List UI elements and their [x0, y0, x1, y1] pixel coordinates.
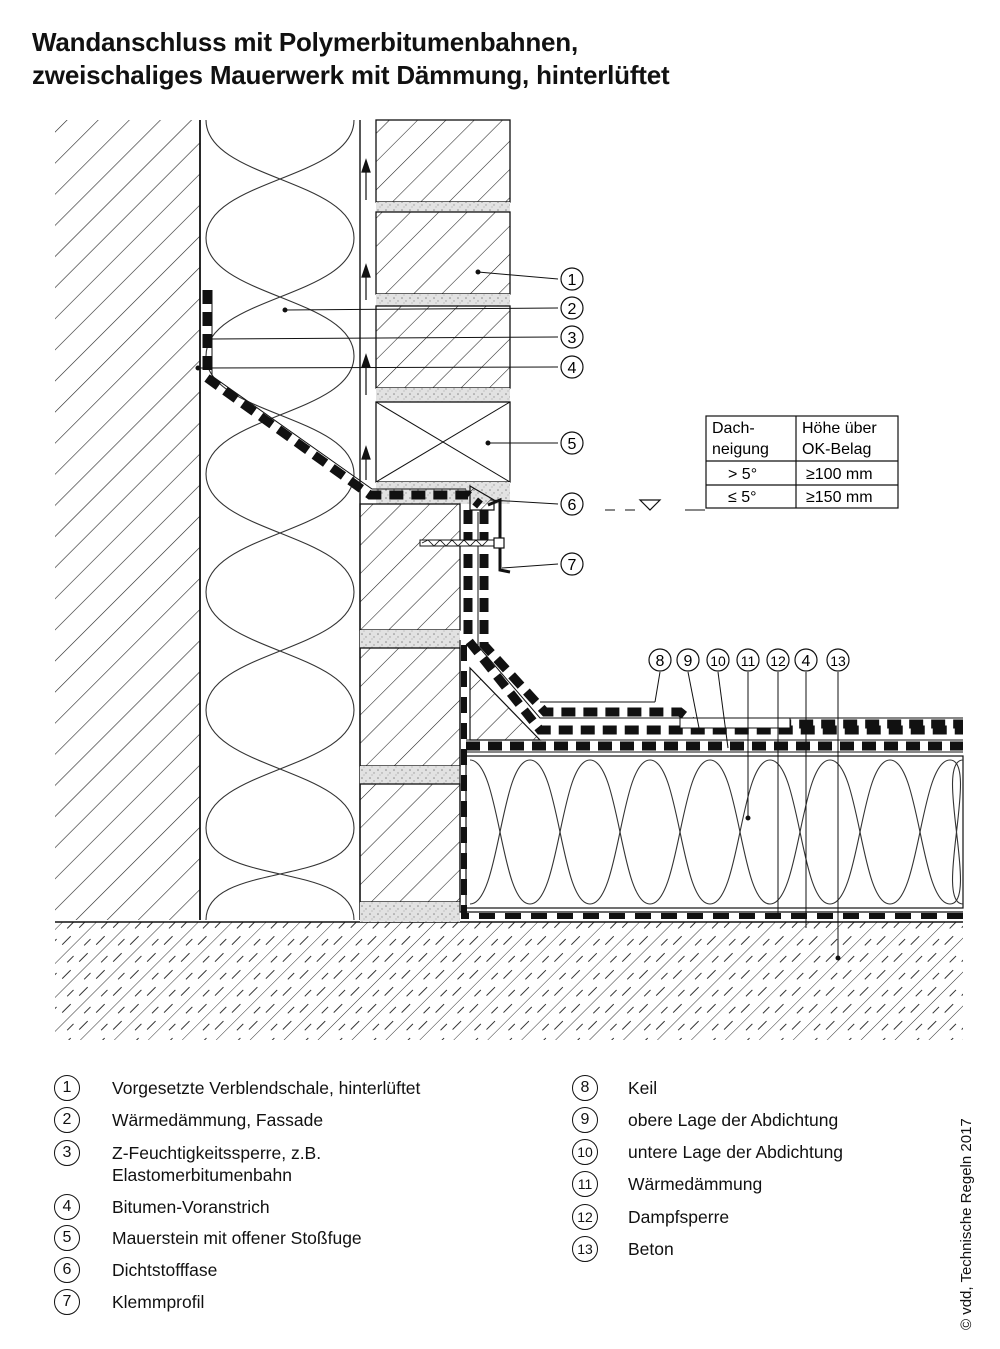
callout-1	[561, 268, 583, 290]
wedge	[470, 668, 540, 740]
callout-6	[561, 493, 583, 515]
callout-10	[707, 649, 729, 671]
title-line-2: zweischaliges Mauerwerk mit Dämmung, hinterlüftet	[32, 60, 670, 90]
table-header-height-2: OK-Belag	[802, 441, 872, 458]
facade-insulation	[206, 120, 360, 920]
roof-insulation	[466, 756, 963, 908]
height-table	[706, 416, 898, 508]
copyright-note: © vdd, Technische Regeln 2017	[958, 1118, 975, 1330]
page: Wandanschluss mit Polymerbitumenbahnen, zweischaliges Mauerwerk mit Dämmung, hinterlüftet 1 2 3 4 5 6 7 8 9 10 11 12 4 13 Dach- neigung Höhe über OK-Belag > 5° ≥100 mm ≤ 5° ≥150 mm 1 Vorgesetzte Verblendschale, hinterlüftet 2 Wärmedämmung, Fassade 3 Z-Feuchtigkeitssperre, z.B. Elastomerbitumenbahn 4 Bitumen-Voranstrich 5 Mauerstein mit offener Stoßfuge 6 Dichtstofffase 7 Klemmprofil 8 Keil 9 obere Lage der Abdichtung 10 untere Lage der Abdichtung 11 Wärmedämmung 12 Dampfsperre 13 Beton © vdd, Technische Regeln 2017	[0, 0, 1000, 1349]
svg-text:8: 8	[655, 653, 665, 670]
facing-shell-upper	[376, 120, 510, 504]
ventilation-arrows	[362, 160, 370, 480]
callout-12	[767, 649, 789, 671]
callout-8	[649, 649, 671, 671]
svg-text:2: 2	[567, 301, 577, 318]
svg-text:4: 4	[801, 653, 811, 670]
lower-waterproofing-layer	[466, 510, 963, 752]
svg-text:12: 12	[770, 653, 786, 669]
facing-shell-lower	[360, 504, 460, 922]
upper-waterproofing-layer	[478, 510, 963, 728]
svg-text:4: 4	[567, 360, 577, 377]
callout-9	[677, 649, 699, 671]
callout-7	[561, 553, 583, 575]
svg-text:11: 11	[740, 653, 756, 669]
callout-3	[561, 326, 583, 348]
title-line-1: Wandanschluss mit Polymerbitumenbahnen,	[32, 27, 578, 57]
table-row-1-slope: > 5°	[728, 466, 758, 483]
concrete-slab	[55, 922, 963, 1040]
callout-4b	[795, 649, 817, 671]
load-bearing-wall	[55, 120, 200, 920]
svg-text:6: 6	[567, 497, 577, 514]
table-header-slope-2: neigung	[712, 441, 769, 458]
callout-4	[561, 356, 583, 378]
callout-5	[561, 432, 583, 454]
table-row-2-slope: ≤ 5°	[728, 489, 757, 506]
svg-text:9: 9	[683, 653, 693, 670]
svg-text:7: 7	[567, 557, 577, 574]
callout-2	[561, 297, 583, 319]
svg-text:3: 3	[567, 330, 577, 347]
callout-11	[737, 649, 759, 671]
callout-13	[827, 649, 849, 671]
svg-text:1: 1	[567, 272, 577, 289]
table-row-1-height: ≥100 mm	[806, 466, 873, 483]
table-row-2-height: ≥150 mm	[806, 489, 873, 506]
table-header-height-1: Höhe über	[802, 420, 877, 437]
svg-text:10: 10	[710, 653, 726, 669]
svg-text:5: 5	[567, 436, 577, 453]
table-header-slope-1: Dach-	[712, 420, 755, 437]
svg-text:13: 13	[830, 653, 846, 669]
